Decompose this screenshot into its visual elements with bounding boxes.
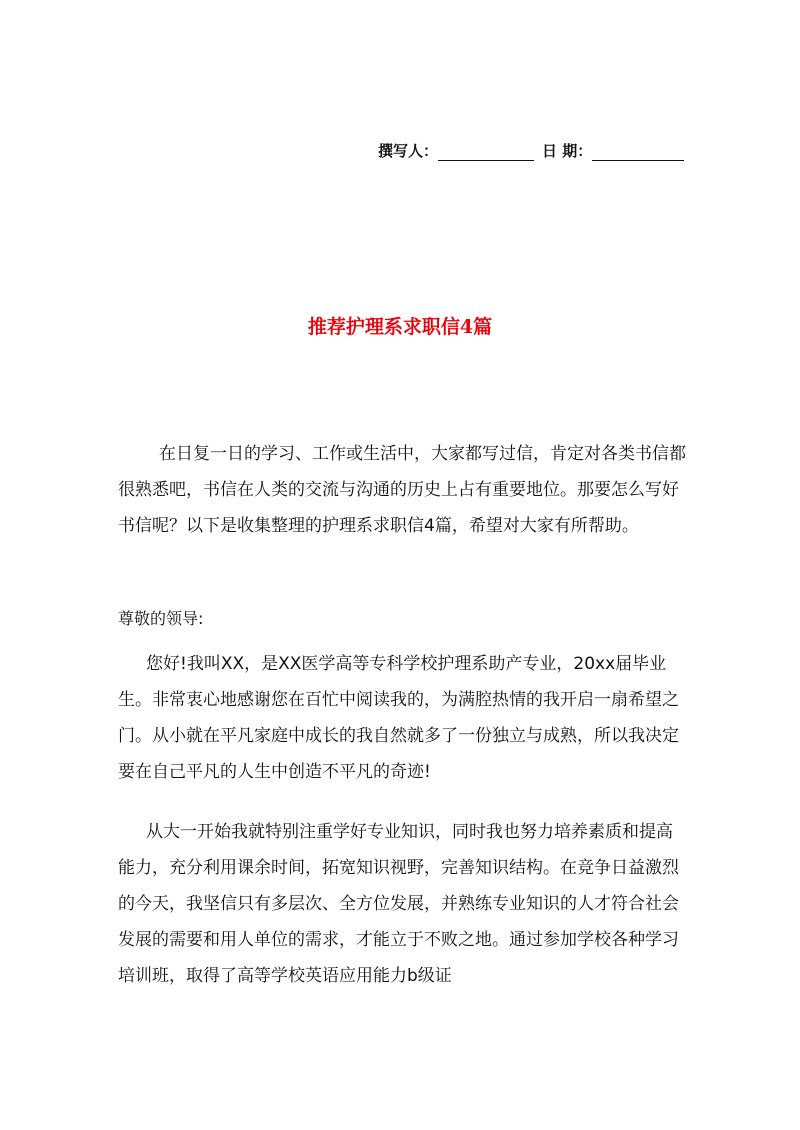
date-blank bbox=[592, 144, 684, 161]
author-blank bbox=[438, 144, 534, 161]
author-label: 撰写人： bbox=[378, 142, 439, 160]
salutation: 尊敬的领导: bbox=[118, 609, 204, 628]
letter-paragraph-2: 从大一开始我就特别注重学好专业知识，同时我也努力培养素质和提高能力，充分利用课余时间，拓宽知识视野，完善知识结构。在竞争日益激烈的今天，我坚信只有多层次、全方位发展，并熟练专业知识的人才符合社会发展的需要和用人单位的需求，才能立于不败之地。通过参加学校各种学习培训班，取得了高等学校英语应用能力b级证 bbox=[118, 822, 679, 986]
author-date-line bbox=[378, 140, 684, 161]
document-title: 推荐护理系求职信4篇 bbox=[307, 316, 493, 338]
intro-paragraph: 在日复一日的学习、工作或生活中，大家都写过信，肯定对各类书信都很熟悉吧，书信在人类的交流与沟通的历史上占有重要地位。那要怎么写好书信呢？以下是收集整理的护理系求职信4篇，希望对大家有所帮助。 bbox=[118, 444, 686, 536]
date-label: 日 期： bbox=[542, 142, 593, 160]
letter-paragraph-1: 您好!我叫XX，是XX医学高等专科学校护理系助产专业，20xx届毕业生。非常衷心地感谢您在百忙中阅读我的，为满腔热情的我开启一扇希望之门。从小就在平凡家庭中成长的我自然就多了一份独立与成熟，所以我决定要在自己平凡的人生中创造不平凡的奇迹! bbox=[118, 654, 679, 782]
